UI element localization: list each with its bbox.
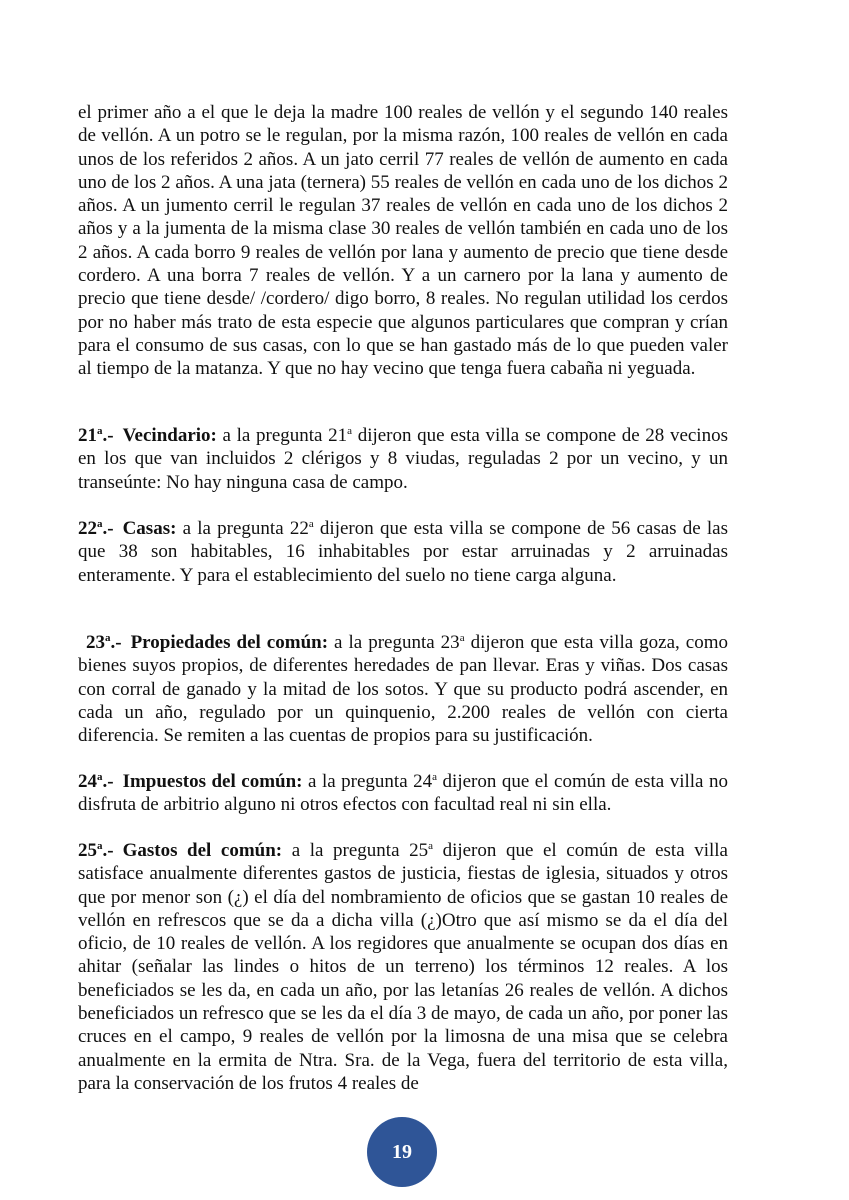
section-23-body: dijeron que esta villa goza, como bienes suyos propios, de diferentes heredades de pan llevar. Eras y viñas. Dos casas con corral de ganado y la mitad de los sotos. Y que su producto podrá ascender, en cada un año, regulado por un quinquenio, 2.200 reales de vellón con cierta diferencia. Se remiten a las cuentas de propios para su justificación. [78,632,729,747]
section-23-paragraph [78,631,728,747]
section-24-number: 24$^a$.- [78,771,114,792]
section-24-body: dijeron que el común de esta villa no disfruta de arbitrio alguno ni otros efectos con facultad real ni sin ella. [78,771,728,816]
section-22-heading: Casas: [122,518,177,539]
section-23-heading: Propiedades del común: [130,632,329,653]
section-23-question: a la pregunta 23$^a$ [328,632,465,653]
section-22-body: dijeron que esta villa se compone de 56 casas de las que 38 son habitables, 16 inhabitables por estar arruinadas y 2 arruinadas enteramente. Y para el establecimiento del suelo no tiene carga alguna. [78,518,729,586]
section-22-question: a la pregunta 22$^a$ [176,518,314,539]
section-21-question: a la pregunta 21$^a$ [216,425,353,446]
page-number-badge [367,1117,437,1187]
section-22-number: 22$^a$.- [78,518,114,539]
section-25-heading: Gastos del común: [122,840,283,861]
section-21-heading: Vecindario: [122,425,217,446]
section-25-body: dijeron que el común de esta villa satisface anualmente diferentes gastos de justicia, fiestas de iglesia, situados y otros que por menor son (¿) el día del nombramiento de oficios que se gastan 10 reales de vellón en refrescos que se da a dicha villa (¿)Otro que así mismo se da el día del oficio, de 10 reales de vellón. A los regidores que anualmente se ocupan dos días en ahitar (señalar las lindes o hitos de un terreno) los términos 12 reales. A los beneficiados se les da, en cada un año, por las letanías 26 reales de vellón. A dichos beneficiados un refresco que se les da el día 3 de mayo, de cada un año, por poner las cruces en el campo, 9 reales de vellón por la limosna de una misa que se celebra anualmente en la ermita de Ntra. Sra. de la Vega, fuera del territorio de esta villa, para la conservación de los frutos 4 reales de [78,840,728,1094]
section-21-body: dijeron que esta villa se compone de 28 vecinos en los que van incluidos 2 clérigos y 8 viudas, reguladas 2 por un vecino, y un transeúnte: No hay ninguna casa de campo. [78,425,728,493]
section-24-paragraph [78,770,728,817]
intro-paragraph: el primer año a el que le deja la madre 100 reales de vellón y el segundo 140 reales de vellón. A un potro se le regulan, por la misma razón, 100 reales de vellón en cada unos de los referidos 2 años. A un jato cerril 77 reales de vellón de aumento en cada uno de los 2 años. A una jata (ternera) 55 reales de vellón en cada uno de los dichos 2 años. A un jumento cerril le regulan 37 reales de vellón en cada uno de los dichos 2 años y a la jumenta de la misma clase 30 reales de vellón también en cada uno de los 2 años. A cada borro 9 reales de vellón por lana y aumento de precio que tiene desde cordero. A una borra 7 reales de vellón. Y a un carnero por la lana y aumento de precio que tiene desde/ /cordero/ digo borro, 8 reales. No regulan utilidad los cerdos por no haber más trato de esta especie que algunos particulares que compran y crían para el consumo de sus casas, con lo que se han gastado más de lo que pueden valer al tiempo de la matanza. Y que no hay vecino que tenga fuera cabaña ni yeguada. [78,102,728,380]
section-24-heading: Impuestos del común: [122,771,303,792]
section-24-question: a la pregunta 24$^a$ [302,771,438,792]
section-25-number: 25$^a$.- [78,840,114,861]
section-25-paragraph [78,839,728,1095]
section-23-number: 23$^a$.- [86,632,122,653]
page-number: 19 [392,1140,412,1163]
section-25-question: a la pregunta 25$^a$ [282,840,433,861]
section-21-number: 21$^a$.- [78,425,114,446]
section-22-paragraph [78,517,728,587]
section-21-paragraph [78,424,728,494]
